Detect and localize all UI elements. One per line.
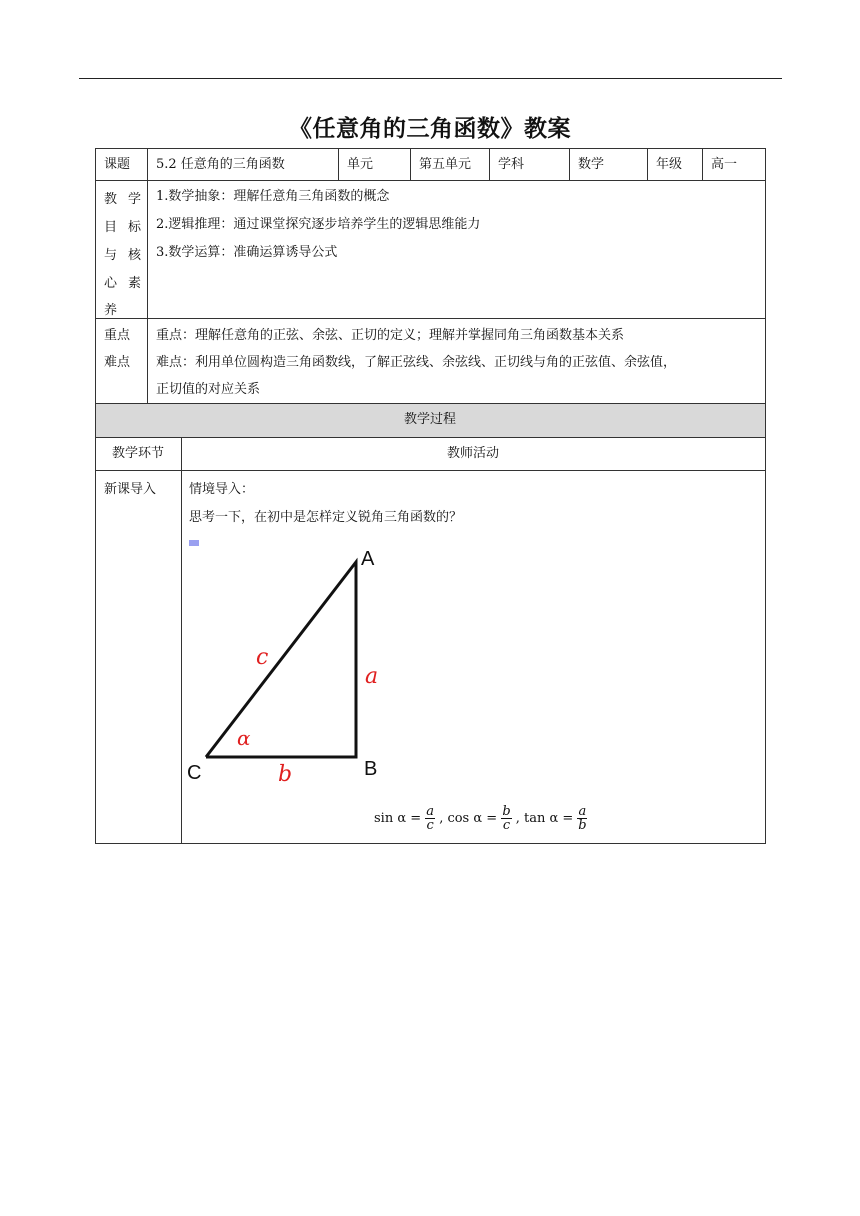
cos-expr: , cos α =	[439, 811, 498, 826]
tan-expr: , tan α =	[515, 811, 574, 826]
label-unit: 单元	[347, 157, 374, 172]
document-title: 《任意角的三角函数》教案	[289, 116, 571, 142]
intro-question: 思考一下，在初中是怎样定义锐角三角函数的？	[189, 510, 463, 525]
stage-name: 新课导入	[104, 482, 157, 497]
side-b-label: b	[278, 762, 293, 787]
grade-value: 高一	[711, 157, 738, 172]
label-grade: 年级	[656, 157, 683, 172]
keypoints-label-line2: 难点	[104, 355, 131, 370]
side-a-label: a	[365, 664, 379, 689]
course-value: 5.2 任意角的三角函数	[156, 157, 285, 172]
vertex-b-label: B	[364, 758, 378, 780]
side-c-label: c	[256, 645, 269, 670]
sin-expr: sin α =	[374, 811, 422, 826]
cos-fraction: $\frac{b}{c}$	[502, 804, 511, 833]
label-course: 课题	[104, 157, 131, 172]
process-header: 教学过程	[403, 412, 456, 427]
trig-formula	[374, 805, 587, 832]
goal-item-1: 1.数学抽象：理解任意角三角函数的概念	[156, 189, 390, 204]
subject-value: 数学	[578, 157, 605, 172]
key-point-text: 重点：理解任意角的正弦、余弦、正切的定义；理解并掌握同角三角函数基本关系	[156, 328, 625, 343]
col-activity-header: 教师活动	[446, 446, 499, 461]
vertex-c-label: C	[187, 762, 202, 784]
right-triangle-figure	[181, 540, 411, 790]
keypoints-label-line1: 重点	[104, 328, 131, 343]
header-rule	[79, 78, 782, 79]
goal-item-3: 3.数学运算：准确运算诱导公式	[156, 245, 338, 260]
vertex-a-label: A	[361, 548, 375, 570]
intro-label: 情境导入：	[189, 482, 255, 497]
col-stage-header: 教学环节	[111, 446, 164, 461]
label-subject: 学科	[498, 157, 525, 172]
unit-value: 第五单元	[419, 157, 472, 172]
angle-alpha-label: α	[237, 726, 251, 750]
tan-fraction: $\frac{a}{b}$	[578, 804, 587, 833]
difficult-point-line2: 正切值的对应关系	[156, 382, 261, 397]
triangle-shape	[206, 562, 356, 757]
sin-fraction: $\frac{a}{c}$	[426, 804, 435, 833]
goal-item-2: 2.逻辑推理：通过课堂探究逐步培养学生的逻辑思维能力	[156, 217, 481, 232]
difficult-point-line1: 难点：利用单位圆构造三角函数线，了解正弦线、余弦线、正切线与角的正弦值、余弦值，	[156, 355, 677, 370]
